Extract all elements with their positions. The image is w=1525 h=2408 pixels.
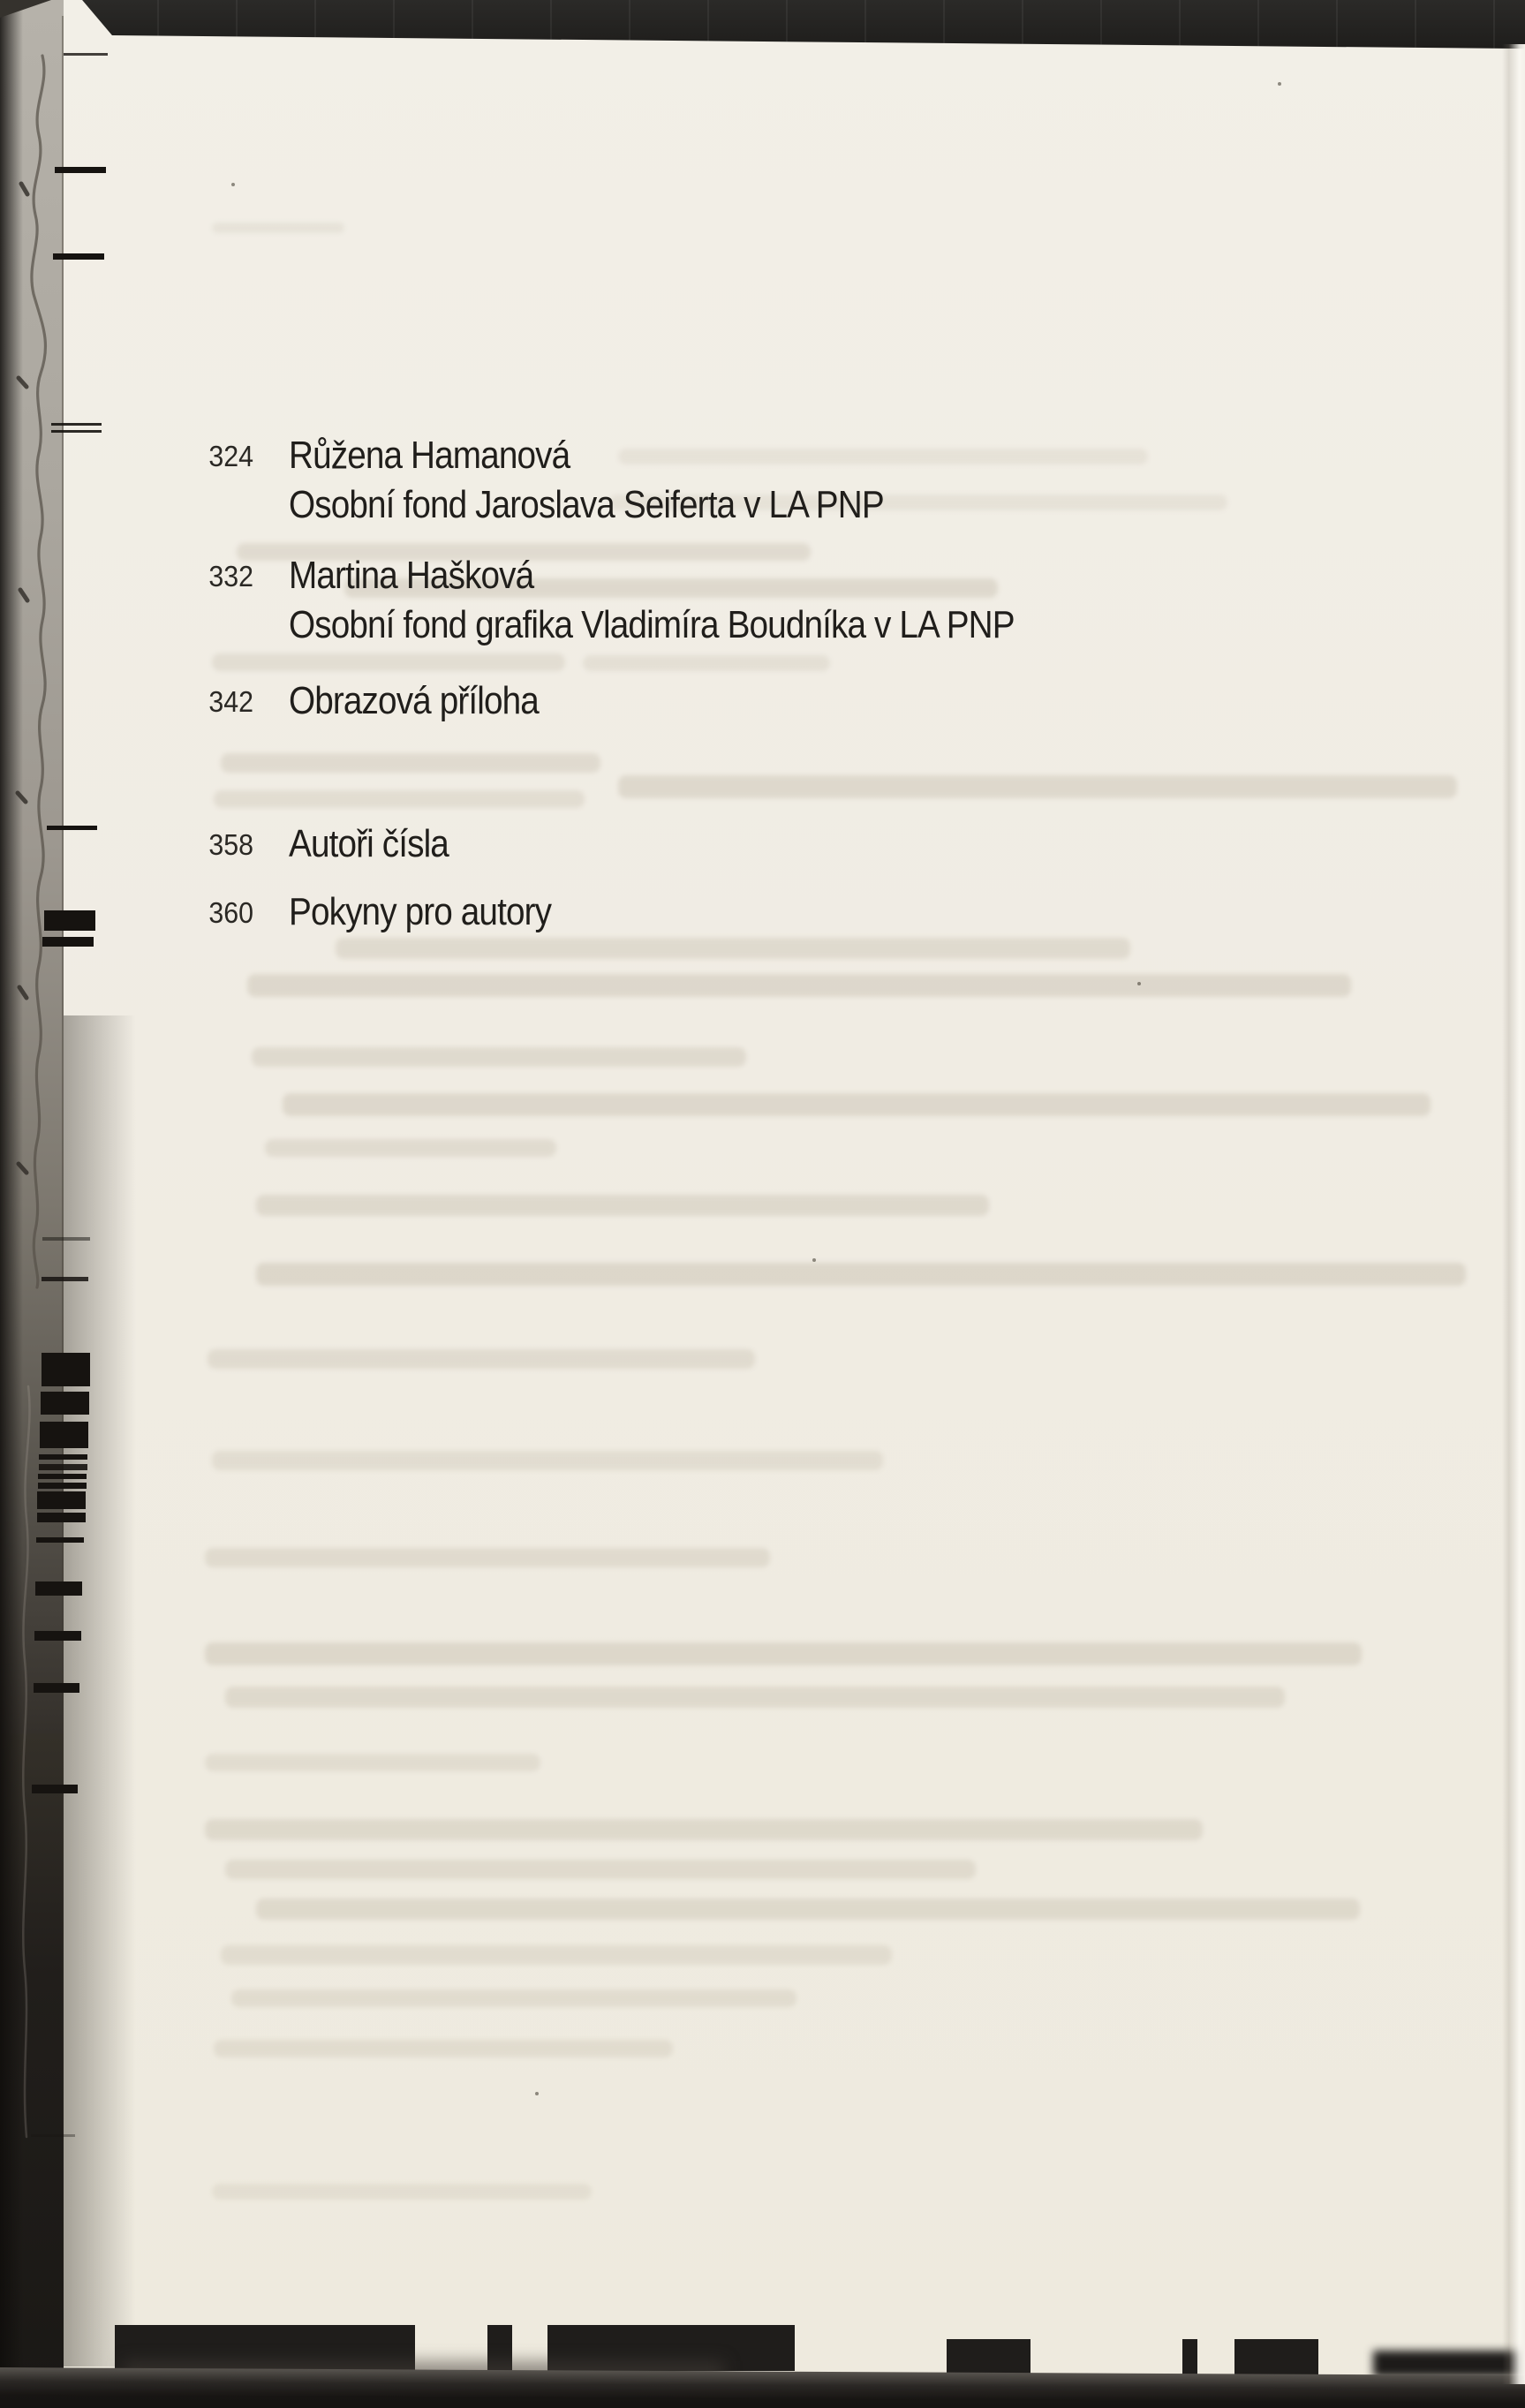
- paper-speck: [1137, 982, 1141, 985]
- margin-mark: [32, 1785, 78, 1793]
- margin-mark: [39, 1454, 87, 1460]
- scan-block: [1182, 2339, 1197, 2376]
- toc-entry: [159, 431, 965, 530]
- ghost-text-line: [225, 1687, 1285, 1708]
- toc-page-number: 332: [208, 560, 253, 593]
- toc-entry-text: [289, 887, 587, 937]
- ghost-text-line: [583, 655, 830, 671]
- ghost-text-line: [618, 775, 1457, 798]
- margin-mark: [42, 1353, 90, 1386]
- ghost-text-line: [212, 2184, 592, 2200]
- toc-title-line: Růžena Hamanová: [289, 434, 570, 477]
- ghost-text-line: [205, 1642, 1362, 1665]
- scan-top-black-bar: [0, 0, 1525, 51]
- margin-mark: [53, 253, 104, 260]
- margin-mark: [37, 1491, 86, 1509]
- margin-mark: [47, 826, 97, 830]
- toc-entry: [159, 551, 1114, 650]
- margin-mark: [41, 1392, 89, 1415]
- ghost-text-line: [225, 1860, 976, 1879]
- margin-mark: [34, 1631, 81, 1641]
- ghost-text-line: [231, 1989, 796, 2007]
- ghost-text-line: [212, 223, 344, 233]
- margin-mark: [42, 937, 94, 947]
- margin-mark: [37, 1513, 86, 1522]
- margin-mark: [40, 1422, 88, 1448]
- toc-title-line: Obrazová příloha: [289, 679, 539, 722]
- ghost-text-line: [205, 1548, 770, 1567]
- toc-entry: [159, 887, 587, 938]
- margin-mark: [42, 1277, 88, 1281]
- ghost-text-line: [256, 1898, 1360, 1920]
- ghost-text-line: [214, 790, 585, 808]
- margin-mark: [44, 910, 95, 931]
- toc-page-number: 360: [208, 896, 253, 929]
- toc-title-line: Martina Hašková: [289, 554, 534, 597]
- margin-mark: [31, 2134, 75, 2137]
- toc-page-number: 342: [208, 685, 253, 718]
- paper-speck: [231, 183, 235, 186]
- margin-mark: [34, 1683, 79, 1693]
- margin-mark: [36, 1537, 84, 1543]
- margin-mark: [51, 423, 102, 426]
- spine-edge-shadow: [0, 0, 23, 2408]
- ghost-text-line: [212, 653, 565, 671]
- toc-entry-text: [289, 551, 1114, 650]
- ghost-text-line: [214, 2040, 673, 2057]
- toc-title-line: Osobní fond grafika Vladimíra Boudníka v LA PNP: [289, 603, 1015, 646]
- toc-entry-text: [289, 676, 573, 726]
- ghost-text-line: [221, 753, 600, 773]
- ghost-text-line: [221, 1945, 892, 1965]
- ghost-text-line: [205, 1754, 540, 1771]
- toc-entry-text: [289, 819, 471, 869]
- ghost-text-line: [256, 1263, 1466, 1286]
- ghost-text-line: [256, 1195, 989, 1216]
- margin-mark: [55, 167, 106, 173]
- ghost-text-line: [212, 1451, 883, 1470]
- ghost-text-line: [283, 1093, 1431, 1116]
- ghost-text-line: [208, 1349, 755, 1369]
- toc-entry: [159, 676, 573, 727]
- margin-mark: [39, 1464, 87, 1470]
- scan-block: [1234, 2339, 1318, 2376]
- paper-speck: [812, 1258, 816, 1262]
- margin-mark: [51, 430, 102, 433]
- ghost-text-line: [205, 1819, 1203, 1840]
- ghost-text-line: [252, 1047, 746, 1067]
- margin-mark: [38, 1474, 87, 1479]
- toc-entry: [159, 819, 471, 870]
- scan-block: [947, 2339, 1031, 2376]
- paper-speck: [535, 2092, 539, 2095]
- ghost-text-line: [265, 1139, 556, 1157]
- toc-entry-text: [289, 431, 965, 530]
- scan-bottom-black-band: [0, 2367, 1525, 2408]
- ghost-text-line: [336, 938, 1130, 959]
- margin-mark: [35, 1581, 82, 1596]
- margin-mark: [64, 53, 108, 56]
- toc-page-number: 358: [208, 828, 253, 861]
- toc-title-line: Pokyny pro autory: [289, 890, 552, 933]
- toc-title-line: Osobní fond Jaroslava Seiferta v LA PNP: [289, 483, 884, 526]
- page-right-edge: [1502, 44, 1525, 2384]
- ghost-text-line: [247, 974, 1351, 997]
- toc-title-line: Autoři čísla: [289, 822, 449, 865]
- margin-mark: [38, 1483, 87, 1489]
- toc-page-number: 324: [208, 440, 253, 472]
- margin-mark: [42, 1237, 90, 1241]
- paper-speck: [1278, 82, 1281, 86]
